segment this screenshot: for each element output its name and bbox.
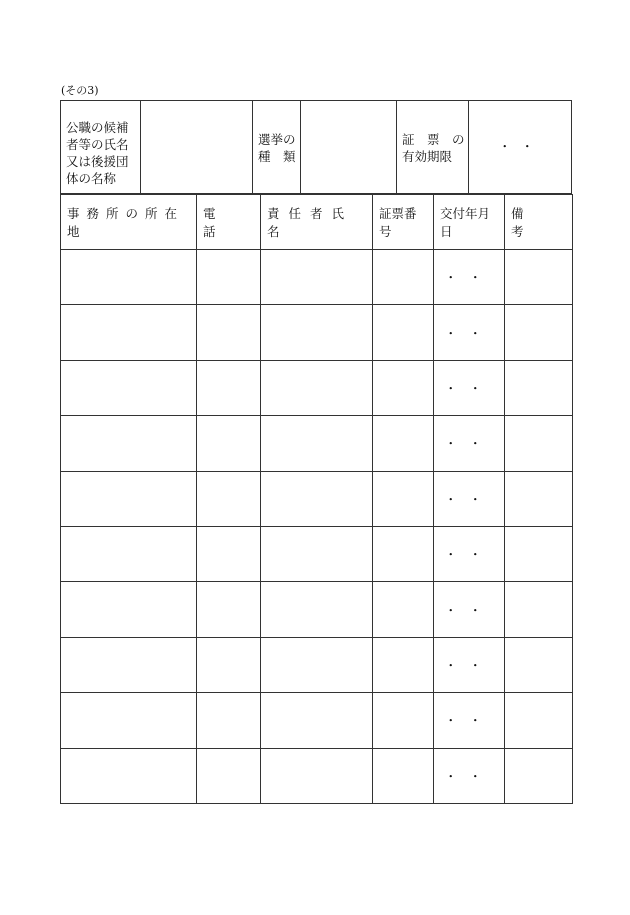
manager-name-cell[interactable]	[261, 250, 373, 305]
certificate-number-cell[interactable]	[373, 360, 434, 415]
certificate-number-cell[interactable]	[373, 526, 434, 581]
issue-date-cell[interactable]: ・・	[434, 582, 505, 637]
validity-period-field[interactable]: ・・	[498, 139, 544, 154]
table-row	[61, 471, 573, 526]
certificate-number-cell[interactable]	[373, 305, 434, 360]
column-header-remarks	[505, 195, 573, 250]
remarks-cell[interactable]	[505, 637, 573, 692]
issue-date-cell[interactable]: ・・	[434, 305, 505, 360]
remarks-cell[interactable]	[505, 416, 573, 471]
office-address-cell[interactable]	[61, 526, 197, 581]
remarks-cell[interactable]	[505, 582, 573, 637]
table-row	[61, 250, 573, 305]
certificate-number-cell[interactable]	[373, 748, 434, 803]
table-row	[61, 305, 573, 360]
column-header-label: 交付年月日	[440, 206, 491, 239]
remarks-cell[interactable]	[505, 748, 573, 803]
table-row	[61, 360, 573, 415]
manager-name-cell[interactable]	[261, 471, 373, 526]
issue-date-cell[interactable]: ・・	[434, 250, 505, 305]
manager-name-cell[interactable]	[261, 748, 373, 803]
office-table	[60, 194, 573, 804]
phone-cell[interactable]	[197, 582, 261, 637]
table-row	[61, 582, 573, 637]
certificate-number-cell[interactable]	[373, 637, 434, 692]
table-row	[61, 526, 573, 581]
header-section	[60, 100, 572, 194]
candidate-name-field[interactable]	[141, 101, 253, 195]
manager-name-cell[interactable]	[261, 360, 373, 415]
remarks-cell[interactable]	[505, 693, 573, 748]
column-header-label: 備考	[511, 206, 554, 239]
column-header-label: 責任者氏名	[267, 206, 354, 239]
phone-cell[interactable]	[197, 748, 261, 803]
phone-cell[interactable]	[197, 250, 261, 305]
certificate-number-cell[interactable]	[373, 693, 434, 748]
issue-date-cell[interactable]: ・・	[434, 360, 505, 415]
office-address-cell[interactable]	[61, 637, 197, 692]
office-address-cell[interactable]	[61, 360, 197, 415]
phone-cell[interactable]	[197, 360, 261, 415]
remarks-cell[interactable]	[505, 305, 573, 360]
table-header-row	[61, 195, 573, 250]
office-address-cell[interactable]	[61, 748, 197, 803]
office-address-cell[interactable]	[61, 582, 197, 637]
manager-name-cell[interactable]	[261, 693, 373, 748]
election-type-field[interactable]	[301, 101, 397, 195]
office-address-cell[interactable]	[61, 250, 197, 305]
remarks-cell[interactable]	[505, 360, 573, 415]
phone-cell[interactable]	[197, 637, 261, 692]
issue-date-cell[interactable]: ・・	[434, 637, 505, 692]
manager-name-cell[interactable]	[261, 526, 373, 581]
table-row	[61, 748, 573, 803]
issue-date-cell[interactable]: ・・	[434, 693, 505, 748]
column-header-phone	[197, 195, 261, 250]
phone-cell[interactable]	[197, 416, 261, 471]
certificate-number-cell[interactable]	[373, 582, 434, 637]
phone-cell[interactable]	[197, 526, 261, 581]
column-header-issue-date	[434, 195, 505, 250]
table-row	[61, 637, 573, 692]
column-header-label: 証票番号	[379, 206, 417, 239]
certificate-number-cell[interactable]	[373, 250, 434, 305]
phone-cell[interactable]	[197, 471, 261, 526]
remarks-cell[interactable]	[505, 526, 573, 581]
column-header-certificate-number	[373, 195, 434, 250]
remarks-cell[interactable]	[505, 471, 573, 526]
column-header-manager-name	[261, 195, 373, 250]
candidate-name-label: 公職の候補 者等の氏名 又は後援団 体の名称	[61, 101, 141, 195]
manager-name-cell[interactable]	[261, 637, 373, 692]
office-address-cell[interactable]	[61, 471, 197, 526]
manager-name-cell[interactable]	[261, 416, 373, 471]
certificate-number-cell[interactable]	[373, 416, 434, 471]
issue-date-cell[interactable]: ・・	[434, 416, 505, 471]
office-address-cell[interactable]	[61, 416, 197, 471]
election-type-label: 選挙の 種 類	[253, 101, 301, 195]
remarks-cell[interactable]	[505, 250, 573, 305]
table-row	[61, 693, 573, 748]
phone-cell[interactable]	[197, 305, 261, 360]
table-row	[61, 416, 573, 471]
validity-period-label: 証 票 の 有効期限	[397, 101, 469, 195]
manager-name-cell[interactable]	[261, 582, 373, 637]
issue-date-cell[interactable]: ・・	[434, 526, 505, 581]
column-header-label: 事務所の所在地	[67, 206, 185, 239]
column-header-office-address	[61, 195, 197, 250]
office-address-cell[interactable]	[61, 693, 197, 748]
certificate-number-cell[interactable]	[373, 471, 434, 526]
office-address-cell[interactable]	[61, 305, 197, 360]
column-header-label: 電話	[203, 206, 242, 239]
issue-date-cell[interactable]: ・・	[434, 748, 505, 803]
phone-cell[interactable]	[197, 693, 261, 748]
form-caption: (その3)	[61, 84, 99, 97]
manager-name-cell[interactable]	[261, 305, 373, 360]
issue-date-cell[interactable]: ・・	[434, 471, 505, 526]
